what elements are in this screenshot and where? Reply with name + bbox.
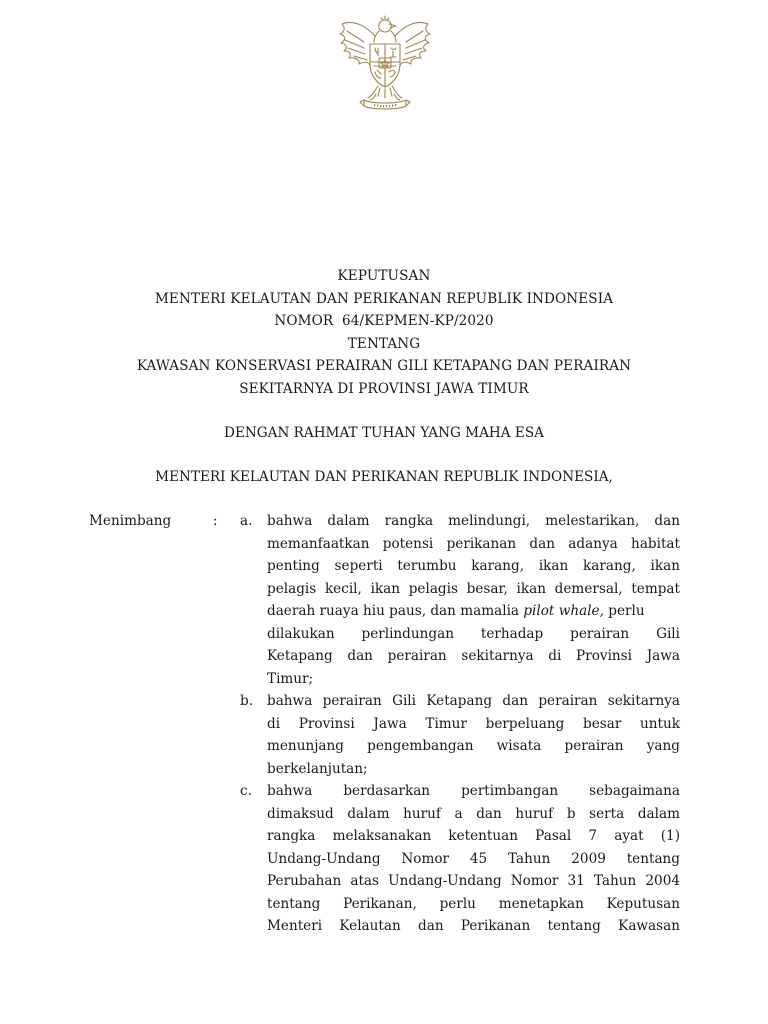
consideration-item-c [267,780,680,938]
item-a-line [267,600,680,623]
item-c-line: Undang-Undang Nomor 45 Tahun 2009 tentang [267,850,680,867]
item-a-line: pelagis kecil, ikan pelagis besar, ikan demersal, tempat [267,580,680,597]
item-c-line: dimaksud dalam huruf a dan huruf b serta dalam [267,805,680,822]
item-c-line: Menteri Kelautan dan Perikanan tentang Kawasan [267,918,680,934]
item-c-line: rangka melaksanakan ketentuan Pasal 7 ayat (1) [267,828,680,844]
item-a-line-part: perlu [603,603,645,619]
italic-term: pilot whale, [523,603,604,619]
item-a-line: Timur; [267,670,314,687]
decree-subject-line-2: SEKITARNYA DI PROVINSI JAWA TIMUR [239,380,529,397]
decree-heading [0,265,768,400]
decree-about: TENTANG [347,335,421,352]
decree-subject-line-1: KAWASAN KONSERVASI PERAIRAN GILI KETAPANG DAN PERAIRAN [136,358,632,374]
item-a-line: penting seperti terumbu karang, ikan karang, ikan [267,558,680,574]
item-a-line: Ketapang dan perairan sekitarnya di Provinsi Jawa [267,648,680,664]
decree-number: NOMOR 64/KEPMEN-KP/2020 [274,313,494,329]
item-b-line: menunjang pengembangan wisata perairan yang [267,738,680,754]
item-marker-c: c. [240,783,252,799]
consideration-item-b [267,690,680,780]
item-marker-b: b. [240,693,254,709]
item-marker-a: a. [240,513,253,529]
consideration-label: Menimbang [89,513,172,529]
item-b-line: bahwa perairan Gili Ketapang dan perairan sekitarnya [267,693,680,709]
item-a-line-part: daerah ruaya hiu paus, dan mamalia [267,603,524,619]
issuing-authority: MENTERI KELAUTAN DAN PERIKANAN REPUBLIK INDONESIA [154,290,614,307]
item-b-line: di Provinsi Jawa Timur berpeluang besar untuk [267,715,680,732]
item-a-line: memanfaatkan potensi perikanan dan adanya habitat [267,535,680,552]
item-a-line: dilakukan perlindungan terhadap perairan Gili [267,625,680,642]
authority-statement: MENTERI KELAUTAN DAN PERIKANAN REPUBLIK INDONESIA, [155,469,613,485]
invocation: DENGAN RAHMAT TUHAN YANG MAHA ESA [224,425,544,441]
item-a-line: bahwa dalam rangka melindungi, melestarikan, dan [267,513,680,529]
consideration-item-a [267,510,680,690]
item-c-line: bahwa berdasarkan pertimbangan sebagaimana [267,783,680,799]
item-b-line: berkelanjutan; [267,760,368,777]
item-c-line: Perubahan atas Undang-Undang Nomor 31 Tahun 2004 [267,873,680,889]
decree-type: KEPUTUSAN [337,268,431,284]
item-c-line: tentang Perikanan, perlu menetapkan Keputusan [267,895,680,912]
garuda-emblem [334,14,436,114]
consideration-colon: : [213,513,218,529]
